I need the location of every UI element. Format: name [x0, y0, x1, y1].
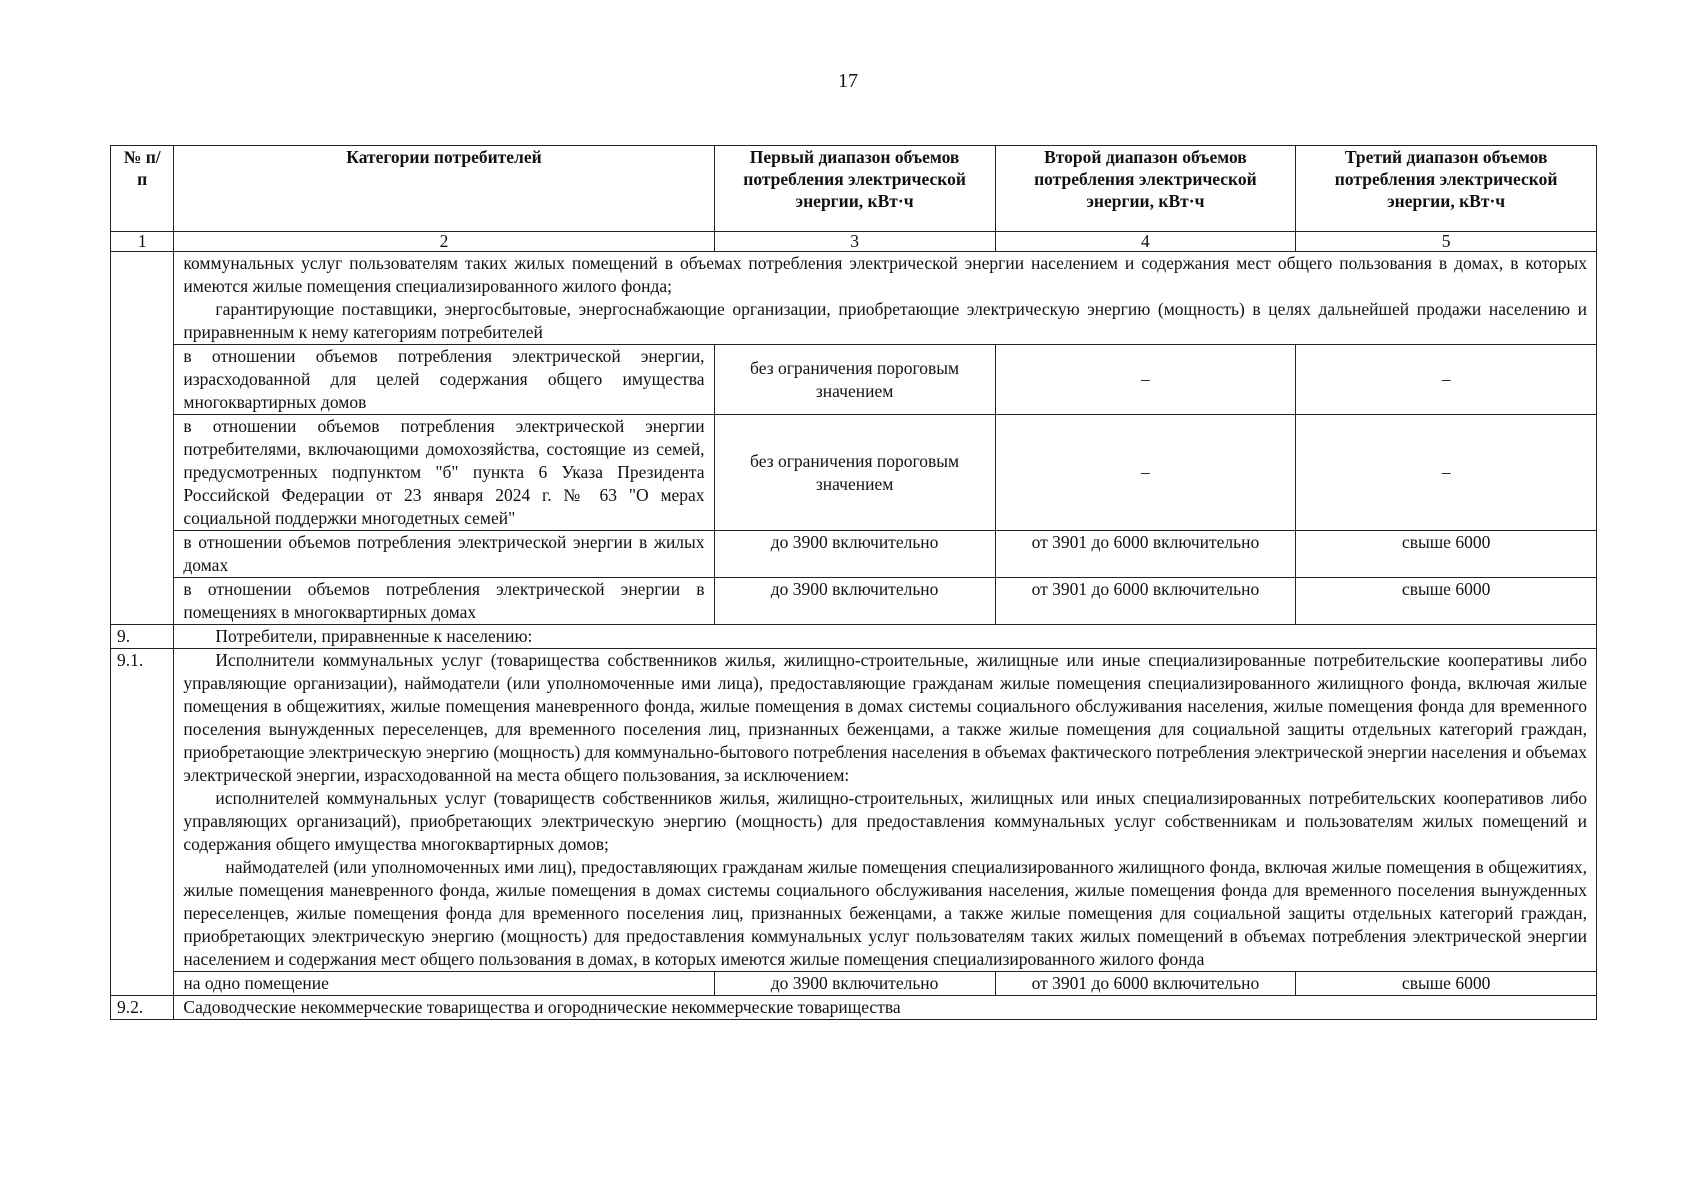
row-9-1 — [111, 649, 1597, 972]
sub-row — [111, 345, 1597, 415]
sub-row-first-range: до 3900 включительно — [714, 531, 995, 578]
row-9 — [111, 625, 1597, 649]
sub-row-third-range: – — [1296, 345, 1597, 415]
header-third-range: Третий диапазон объемов потребления электрической энергии, кВт·ч — [1296, 146, 1597, 232]
sub-row-category: в отношении объемов потребления электрической энергии потребителями, включающими домохозяйства, состоящие из семей, предусмотренных подпунктом "б" пункта 6 Указа Президента Российской Федерации от 23 января 2024 г. № 63 "О мерах социальной поддержки многодетных семей" — [174, 415, 714, 531]
sub-row-second-range: – — [995, 415, 1296, 531]
sub-row-category: на одно помещение — [174, 972, 714, 996]
row-number: 9.2. — [111, 996, 174, 1020]
sub-row-first-range: до 3900 включительно — [714, 578, 995, 625]
sub-row — [111, 531, 1597, 578]
number-cell-empty — [111, 252, 174, 625]
sub-row-second-range: – — [995, 345, 1296, 415]
column-number: 4 — [995, 232, 1296, 252]
continuation-paragraph-2: гарантирующие поставщики, энергосбытовые, энергоснабжающие организации, приобретающие электрическую энергию (мощность) в целях дальнейшей продажи населению и приравненным к нему категориям потребителей — [183, 299, 1587, 342]
header-number: № п/п — [111, 146, 174, 232]
row-9-1-paragraph-1: Исполнители коммунальных услуг (товарищества собственников жилья, жилищно-строительные, жилищные или иные специализированные потребительские кооперативы либо управляющие организации), наймодатели (или уполномоченные ими лица), предоставляющие гражданам жилые помещения специализированного жилищного фонда, включая жилые помещения в общежитиях, жилые помещения маневренного фонда, жилые помещения в домах системы социального обслуживания населения, жилые помещения фонда для временного поселения вынужденных переселенцев, для временного поселения лиц, признанных беженцами, а также жилые помещения для социальной защиты отдельных категорий граждан, приобретающие электрическую энергию (мощность) для коммунально-бытового потребления населения в объемах фактического потребления электрической энергии населения и объемах электрической энергии, израсходованной на места общего пользования, за исключением: — [183, 650, 1587, 785]
continuation-text — [174, 252, 1597, 345]
sub-row-category: в отношении объемов потребления электрической энергии в жилых домах — [174, 531, 714, 578]
sub-row — [111, 578, 1597, 625]
row-9-1-text — [174, 649, 1597, 972]
tariff-table — [110, 145, 1597, 1020]
continuation-row — [111, 252, 1597, 345]
row-9-text: Потребители, приравненные к населению: — [174, 625, 1597, 649]
sub-row-first-range: до 3900 включительно — [714, 972, 995, 996]
header-category: Категории потребителей — [174, 146, 714, 232]
sub-row-third-range: свыше 6000 — [1296, 972, 1597, 996]
sub-row — [111, 415, 1597, 531]
column-number-row — [111, 232, 1597, 252]
row-9-2-text: Садоводческие некоммерческие товарищества и огороднические некоммерческие товарищества — [174, 996, 1597, 1020]
sub-row-first-range: без ограничения пороговым значением — [714, 415, 995, 531]
sub-row-second-range: от 3901 до 6000 включительно — [995, 578, 1296, 625]
row-number: 9.1. — [111, 649, 174, 996]
sub-row-second-range: от 3901 до 6000 включительно — [995, 531, 1296, 578]
continuation-paragraph-1: коммунальных услуг пользователям таких жилых помещений в объемах потребления электрической энергии населением и содержания мест общего пользования в домах, в которых имеются жилые помещения специализированного жилого фонда; — [183, 253, 1587, 296]
sub-row-category: в отношении объемов потребления электрической энергии, израсходованной для целей содержания общего имущества многоквартирных домов — [174, 345, 714, 415]
sub-row-third-range: свыше 6000 — [1296, 531, 1597, 578]
row-number: 9. — [111, 625, 174, 649]
sub-row-third-range: – — [1296, 415, 1597, 531]
sub-row-category: в отношении объемов потребления электрической энергии в помещениях в многоквартирных домах — [174, 578, 714, 625]
row-9-1-paragraph-3: наймодателей (или уполномоченных ими лиц), предоставляющих гражданам жилые помещения специализированного жилищного фонда, включая жилые помещения в общежитиях, жилые помещения маневренного фонда, жилые помещения в домах системы социального обслуживания населения, жилые помещения фонда для временного поселения вынужденных переселенцев, жилые помещения фонда для временного поселения лиц, признанных беженцами, а также жилые помещения для социальной защиты отдельных категорий граждан, приобретающих электрическую энергию (мощность) для предоставления коммунальных услуг пользователям таких жилых помещений в объемах потребления электрической энергии населением и содержания мест общего пользования в домах, в которых имеются жилые помещения специализированного жилого фонда — [183, 857, 1587, 969]
row-9-2 — [111, 996, 1597, 1020]
column-number: 2 — [174, 232, 714, 252]
column-number: 5 — [1296, 232, 1597, 252]
column-number: 3 — [714, 232, 995, 252]
sub-row-first-range: без ограничения пороговым значением — [714, 345, 995, 415]
header-second-range: Второй диапазон объемов потребления электрической энергии, кВт·ч — [995, 146, 1296, 232]
sub-row — [111, 972, 1597, 996]
page-number: 17 — [838, 70, 858, 92]
column-number: 1 — [111, 232, 174, 252]
row-9-1-paragraph-2: исполнителей коммунальных услуг (товариществ собственников жилья, жилищно-строительных, жилищных или иных специализированных потребительских кооперативов либо управляющих организаций), приобретающих электрическую энергию (мощность) для предоставления коммунальных услуг собственникам и пользователям жилых помещений и содержания общего имущества многоквартирных домов; — [183, 788, 1587, 854]
sub-row-third-range: свыше 6000 — [1296, 578, 1597, 625]
sub-row-second-range: от 3901 до 6000 включительно — [995, 972, 1296, 996]
header-first-range: Первый диапазон объемов потребления электрической энергии, кВт·ч — [714, 146, 995, 232]
header-row — [111, 146, 1597, 232]
